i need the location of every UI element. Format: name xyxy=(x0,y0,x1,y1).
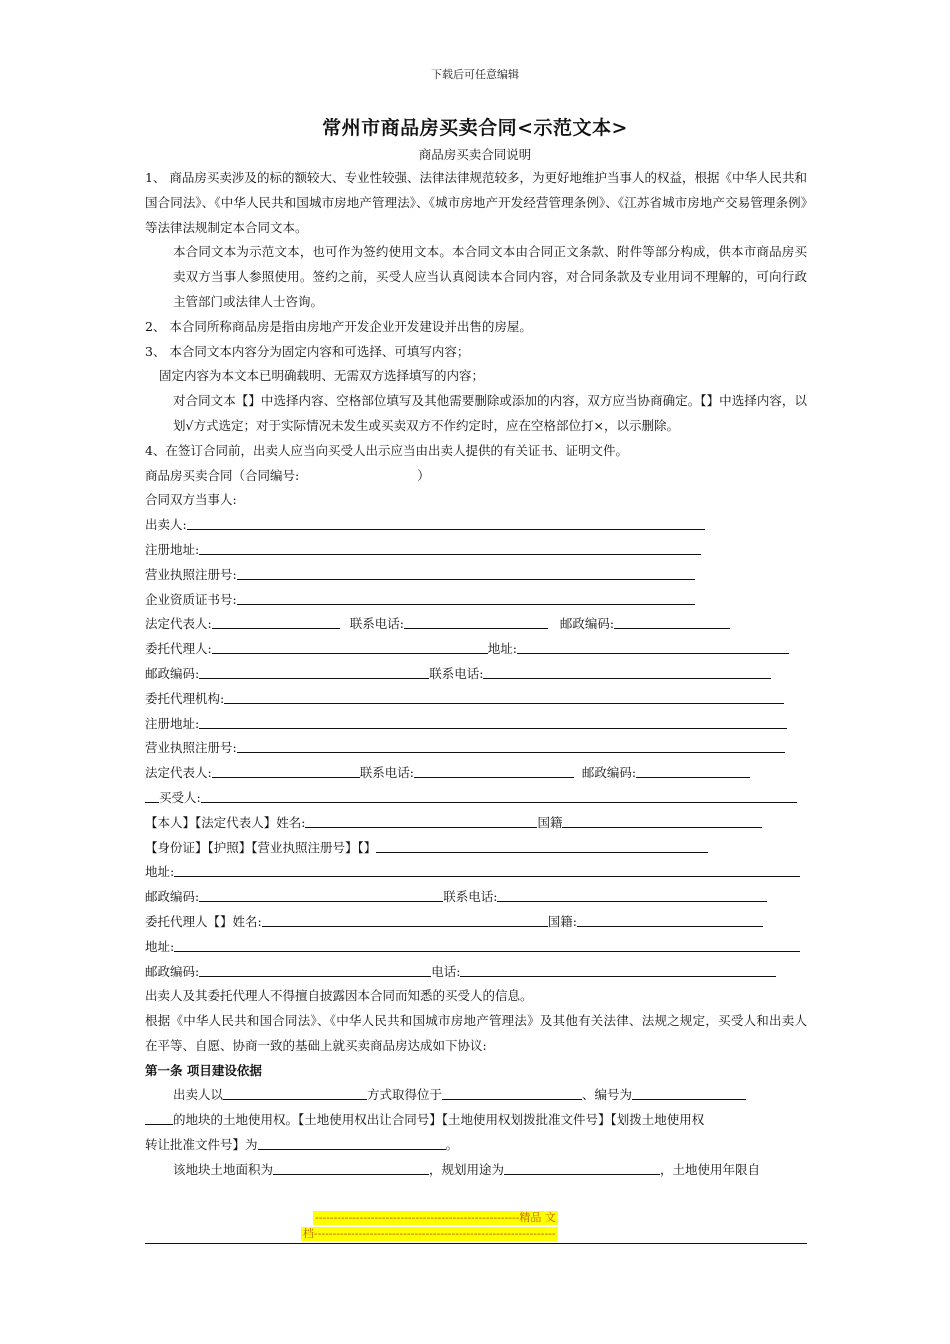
agency-address-blank[interactable] xyxy=(199,713,787,729)
buyer-address-line xyxy=(145,860,807,885)
plot-number-blank-cont[interactable] xyxy=(145,1109,173,1125)
buyer-agent-phone-blank[interactable] xyxy=(460,961,776,977)
buyer-postcode-label: 邮政编码: xyxy=(145,889,200,905)
agency-legal-rep-label: 法定代表人: xyxy=(145,765,212,781)
seller-agent-postcode-label: 邮政编码: xyxy=(145,665,200,681)
contract-number-line xyxy=(145,464,807,489)
header-note: 下载后可任意编辑 xyxy=(431,68,519,81)
article-1-acquire-label: 出卖人以 xyxy=(173,1087,224,1103)
buyer-agent-postcode-label: 邮政编码: xyxy=(145,963,200,979)
agency-address-label: 注册地址: xyxy=(145,715,200,731)
intro-paragraph-1: 1、 商品房买卖涉及的标的额较大、专业性较强、法律法律规范较多，为更好地维护当事人的权益，根据《中华人民共和国合同法》、《中华人民共和国城市房地产管理法》、《城市房地产开发经营管理条例》、《江苏省城市房地产交易管理条例》等法律法规制定本合同文本。 xyxy=(145,170,807,235)
seller-address-label: 注册地址: xyxy=(145,541,200,557)
agency-legal-rep-line xyxy=(145,761,807,786)
seller-phone-blank[interactable] xyxy=(404,613,548,629)
agency-line xyxy=(145,687,807,712)
document-title: 常州市商品房买卖合同<示范文本> xyxy=(322,117,628,139)
agency-license-label: 营业执照注册号: xyxy=(145,740,237,756)
article-1-line-2 xyxy=(145,1108,807,1133)
buyer-blank[interactable] xyxy=(201,787,797,803)
agency-license-line xyxy=(145,736,807,761)
seller-agent-phone-label: 联系电话: xyxy=(429,665,484,681)
agency-postcode-blank[interactable] xyxy=(636,762,750,778)
seller-legal-rep-label: 法定代表人: xyxy=(145,616,212,632)
buyer-id-line xyxy=(145,836,807,861)
buyer-agent-phone-label: 电话: xyxy=(431,963,461,979)
seller-agent-address-blank[interactable] xyxy=(517,638,789,654)
legal-basis-paragraph: 根据《中华人民共和国合同法》、《中华人民共和国城市房地产管理法》及其他有关法律、法规之规定，买受人和出卖人在平等、自愿、协商一致的基础上就买卖商品房达成如下协议: xyxy=(145,1013,807,1053)
buyer-address-blank[interactable] xyxy=(174,861,800,877)
buyer-agent-blank[interactable] xyxy=(262,911,548,927)
seller-line xyxy=(145,513,807,538)
buyer-agent-line xyxy=(145,910,807,935)
buyer-prefix-blank xyxy=(145,787,159,803)
approval-doc-blank[interactable] xyxy=(258,1134,446,1150)
article-1-line-4 xyxy=(145,1158,807,1183)
land-use-label: ，规划用途为 xyxy=(429,1161,505,1177)
location-blank[interactable] xyxy=(442,1084,582,1100)
land-term-label: ，土地使用年限自 xyxy=(660,1161,761,1177)
seller-postcode-label: 邮政编码: xyxy=(559,616,615,632)
buyer-agent-address-label: 地址: xyxy=(145,938,175,954)
intro-paragraph-4: 3、 本合同文本内容分为固定内容和可选择、可填写内容； xyxy=(145,343,470,359)
intro-paragraph-7: 4、在签订合同前，出卖人应当向买受人出示应当由出卖人提供的有关证书、证明文件。 xyxy=(145,442,628,458)
seller-license-blank[interactable] xyxy=(237,564,695,580)
article-1-line-3 xyxy=(145,1133,807,1158)
seller-license-label: 营业执照注册号: xyxy=(145,566,237,582)
buyer-agent-nationality-blank[interactable] xyxy=(577,911,763,927)
buyer-name-line xyxy=(145,811,807,836)
plot-number-blank[interactable] xyxy=(632,1084,746,1100)
buyer-address-label: 地址: xyxy=(145,864,175,880)
footer-watermark-band-2: 档----------------------------------------------------------------- xyxy=(303,1227,556,1240)
buyer-postcode-line xyxy=(145,885,807,910)
document-body xyxy=(145,166,807,1183)
seller-address-line xyxy=(145,538,807,563)
footer-watermark-band-1: -------------------------------------------------------精品 文 xyxy=(315,1211,556,1224)
article-1-title: 第一条 项目建设依据 xyxy=(145,1062,262,1078)
intro-paragraph-6: 对合同文本【】中选择内容、空格部位填写及其他需要删除或添加的内容，双方应当协商确定。【】中选择内容，以划√方式选定；对于实际情况未发生或买卖双方不作约定时，应在空格部位打×，以示删除。 xyxy=(173,393,807,433)
parties-heading: 合同双方当事人: xyxy=(145,492,237,508)
buyer-agent-postcode-blank[interactable] xyxy=(199,961,431,977)
seller-agent-blank[interactable] xyxy=(212,638,488,654)
article-1-land-right-text: 的地块的土地使用权。【土地使用权出让合同号】【土地使用权划拨批准文件号】【划拨土地使用权 xyxy=(173,1112,705,1128)
confidentiality-clause: 出卖人及其委托代理人不得擅自披露因本合同而知悉的买受人的信息。 xyxy=(145,988,533,1004)
contract-number-close: ） xyxy=(417,467,430,483)
agency-legal-rep-blank[interactable] xyxy=(212,762,360,778)
footer-rule xyxy=(145,1243,807,1244)
intro-paragraph-5: 固定内容为本文本已明确载明、无需双方选择填写的内容； xyxy=(159,368,485,384)
seller-agent-line xyxy=(145,637,807,662)
buyer-agent-label: 委托代理人【】姓名: xyxy=(145,913,262,929)
agency-blank[interactable] xyxy=(224,688,784,704)
buyer-agent-postcode-line xyxy=(145,960,807,985)
seller-postcode-blank[interactable] xyxy=(614,613,730,629)
agency-address-line xyxy=(145,712,807,737)
seller-blank[interactable] xyxy=(187,514,705,530)
agency-postcode-label: 邮政编码: xyxy=(581,765,637,781)
seller-license-line xyxy=(145,563,807,588)
land-area-label: 该地块土地面积为 xyxy=(173,1161,274,1177)
buyer-name-blank[interactable] xyxy=(305,812,537,828)
buyer-name-label: 【本人】【法定代表人】姓名: xyxy=(145,814,306,830)
article-1-period: 。 xyxy=(445,1137,459,1153)
buyer-agent-address-blank[interactable] xyxy=(174,936,800,952)
document-subtitle: 商品房买卖合同说明 xyxy=(418,147,532,162)
intro-paragraph-2: 本合同文本为示范文本，也可作为签约使用文本。本合同文本由合同正文条款、附件等部分构成，供本市商品房买卖双方当事人参照使用。签约之前，买受人应当认真阅读本合同内容，对合同条款及专业用词不理解的，可向行政主管部门或法律人士咨询。 xyxy=(173,244,807,309)
seller-agent-label: 委托代理人: xyxy=(145,641,212,657)
buyer-nationality-blank[interactable] xyxy=(562,812,762,828)
agency-license-blank[interactable] xyxy=(237,737,785,753)
article-1-location-label: 方式取得位于 xyxy=(367,1087,443,1103)
buyer-line xyxy=(145,786,807,811)
seller-qualification-blank[interactable] xyxy=(237,589,695,605)
seller-legal-rep-line xyxy=(145,612,807,637)
agency-label: 委托代理机构: xyxy=(145,690,225,706)
seller-phone-label: 联系电话: xyxy=(349,616,404,632)
seller-address-blank[interactable] xyxy=(199,539,701,555)
buyer-postcode-blank[interactable] xyxy=(199,886,443,902)
buyer-phone-blank[interactable] xyxy=(497,886,767,902)
agency-phone-label: 联系电话: xyxy=(359,765,414,781)
buyer-agent-address-line xyxy=(145,935,807,960)
land-area-blank[interactable] xyxy=(273,1159,429,1175)
acquire-method-blank[interactable] xyxy=(223,1084,367,1100)
seller-qualification-line xyxy=(145,588,807,613)
seller-agent-postcode-blank[interactable] xyxy=(199,663,429,679)
seller-agent-phone-blank[interactable] xyxy=(483,663,771,679)
buyer-phone-label: 联系电话: xyxy=(443,889,498,905)
article-1-line-1 xyxy=(145,1083,807,1108)
seller-qualification-label: 企业资质证书号: xyxy=(145,591,237,607)
seller-agent-address-label: 地址: xyxy=(487,641,517,657)
buyer-nationality-label: 国籍 xyxy=(537,814,563,830)
seller-agent-postcode-line xyxy=(145,662,807,687)
contract-number-label: 商品房买卖合同（合同编号: xyxy=(145,467,300,483)
land-use-blank[interactable] xyxy=(504,1159,660,1175)
seller-legal-rep-blank[interactable] xyxy=(212,613,340,629)
buyer-agent-nationality-label: 国籍: xyxy=(547,913,577,929)
agency-phone-blank[interactable] xyxy=(414,762,574,778)
seller-label: 出卖人: xyxy=(145,517,187,533)
intro-paragraph-3: 2、 本合同所称商品房是指由房地产开发企业开发建设并出售的房屋。 xyxy=(145,318,532,334)
buyer-label: 买受人: xyxy=(159,789,201,805)
article-1-number-label: 、编号为 xyxy=(582,1087,633,1103)
buyer-id-blank[interactable] xyxy=(376,837,708,853)
buyer-id-label: 【身份证】【护照】【营业执照注册号】【】 xyxy=(145,839,377,855)
article-1-doc-label: 转让批准文件号】为 xyxy=(145,1137,258,1153)
